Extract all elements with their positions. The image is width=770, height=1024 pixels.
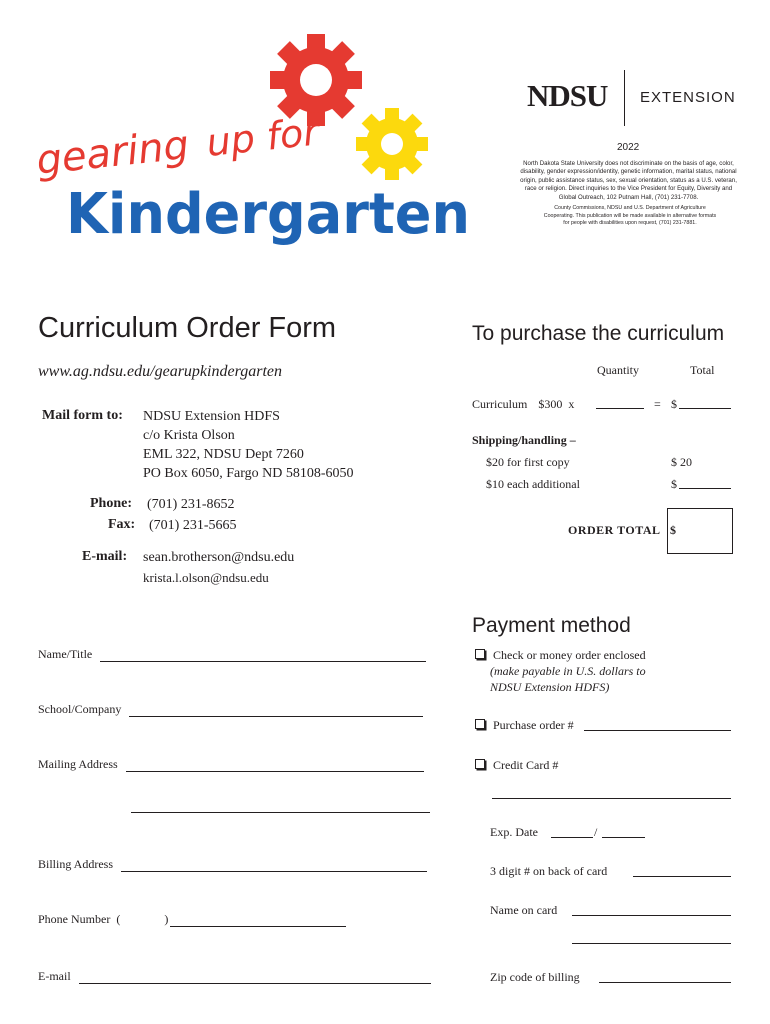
mailing-address-label: Mailing Address (38, 757, 118, 771)
times-sign: x (568, 397, 575, 411)
school-company-field[interactable] (38, 702, 423, 717)
school-company-line[interactable] (129, 703, 423, 717)
email-label: E-mail: (82, 549, 128, 564)
logo-gearing: gearing (34, 122, 192, 184)
mail-line: EML 322, NDSU Dept 7260 (143, 447, 304, 462)
shipping-label: Shipping/handling – (472, 433, 576, 447)
nondiscrimination-statement: North Dakota State University does not discriminate on the basis of age, color, disability, gender expression/identity, genetic information, marital status, national origin, public assistance status, sex, sexual orientation, status as a U.S. veteran, race or religion. Direct inquiries to the Vice President for Equity, Diversity and Global Outreach, 102 Putnam Hall, (701) 231-7708. (520, 160, 737, 201)
billing-address-line[interactable] (121, 858, 427, 872)
gearing-up-logo (30, 28, 480, 258)
shipping-additional-dollar: $ (671, 477, 677, 491)
cooperation-statement: County Commissions, NDSU and U.S. Department of Agriculture Cooperating. This publication will be made available in alternative formats for people with disabilities upon request, (701) 231-7881. (543, 205, 717, 227)
curriculum-price: $300 (538, 397, 563, 411)
email-field-label: E-mail (38, 969, 71, 983)
check-note-1: (make payable in U.S. dollars to (490, 664, 646, 678)
phone-number-label: Phone Number ( (38, 912, 121, 926)
name-on-card-label: Name on card (490, 903, 558, 917)
name-title-line[interactable] (100, 648, 426, 662)
publication-year: 2022 (617, 142, 640, 153)
phone-number-paren: ) (164, 912, 169, 926)
quantity-header: Quantity (597, 363, 639, 377)
phone-value: (701) 231-8652 (147, 497, 235, 512)
fax-value: (701) 231-5665 (149, 518, 237, 533)
mailing-address-field[interactable] (38, 757, 424, 772)
zip-code-input[interactable] (599, 971, 731, 983)
phone-number-field[interactable] (38, 912, 346, 927)
mailing-address-line[interactable] (126, 758, 424, 772)
curriculum-total-input[interactable] (679, 397, 731, 409)
school-company-label: School/Company (38, 702, 122, 716)
website-url[interactable]: www.ag.ndsu.edu/gearupkindergarten (38, 363, 282, 380)
credit-card-label: Credit Card # (493, 758, 559, 772)
curriculum-total-dollar: $ (671, 397, 677, 411)
po-option[interactable] (475, 718, 574, 733)
exp-month-input[interactable] (551, 826, 593, 838)
email-field[interactable] (38, 969, 431, 984)
logo-up-for: up for (204, 109, 321, 165)
zip-code-label: Zip code of billing (490, 970, 580, 984)
mail-line: c/o Krista Olson (143, 428, 235, 443)
logo-kindergarten: Kindergarten (66, 182, 470, 247)
order-total-label: ORDER TOTAL (568, 523, 661, 537)
credit-card-checkbox[interactable] (475, 759, 485, 769)
mail-label: Mail form to: (42, 408, 123, 423)
shipping-first: $20 for first copy (486, 455, 570, 469)
mailing-address-line-2[interactable] (131, 812, 430, 813)
email-field-line[interactable] (79, 970, 431, 984)
ndsu-extension: EXTENSION (640, 89, 736, 106)
exp-date-label: Exp. Date (490, 825, 538, 839)
check-label: Check or money order enclosed (493, 648, 646, 662)
total-header: Total (690, 363, 715, 377)
curriculum-label: Curriculum (472, 397, 528, 411)
name-on-card-input[interactable] (572, 904, 731, 916)
order-total-dollar: $ (670, 523, 676, 537)
billing-address-label: Billing Address (38, 857, 114, 871)
check-option[interactable] (475, 648, 646, 663)
email-value[interactable]: sean.brotherson@ndsu.edu (143, 550, 295, 565)
fax-label: Fax: (108, 517, 136, 532)
po-number-input[interactable] (584, 719, 731, 731)
purchase-title: To purchase the curriculum (472, 322, 725, 345)
yellow-gear-icon (356, 108, 428, 180)
cvv-input[interactable] (633, 865, 731, 877)
mail-line: NDSU Extension HDFS (143, 409, 280, 424)
credit-card-option[interactable] (475, 758, 558, 773)
phone-number-line[interactable] (170, 913, 346, 927)
shipping-additional-input[interactable] (679, 477, 731, 489)
check-note-2: NDSU Extension HDFS) (490, 680, 610, 694)
mail-line: PO Box 6050, Fargo ND 58108-6050 (143, 466, 354, 481)
exp-year-input[interactable] (602, 826, 645, 838)
curriculum-row (472, 397, 574, 412)
name-title-label: Name/Title (38, 647, 93, 661)
billing-address-field[interactable] (38, 857, 427, 872)
email-value[interactable]: krista.l.olson@ndsu.edu (143, 570, 269, 585)
ndsu-wordmark: NDSU (527, 78, 608, 113)
quantity-input[interactable] (596, 397, 644, 409)
exp-date-separator: / (594, 825, 598, 839)
cvv-label: 3 digit # on back of card (490, 864, 608, 878)
ndsu-divider (624, 70, 625, 126)
shipping-additional: $10 each additional (486, 477, 580, 491)
phone-label: Phone: (90, 496, 132, 511)
payment-title: Payment method (472, 614, 631, 637)
order-total-box[interactable] (667, 508, 733, 554)
name-on-card-input-2[interactable] (572, 932, 731, 944)
mail-address (143, 407, 354, 483)
check-checkbox[interactable] (475, 649, 485, 659)
po-checkbox[interactable] (475, 719, 485, 729)
name-title-field[interactable] (38, 647, 426, 662)
shipping-first-amount: $ 20 (671, 455, 692, 469)
po-label: Purchase order # (493, 718, 574, 732)
equals-sign: = (654, 397, 661, 411)
credit-card-number-input[interactable] (492, 787, 731, 799)
form-title: Curriculum Order Form (38, 312, 337, 344)
